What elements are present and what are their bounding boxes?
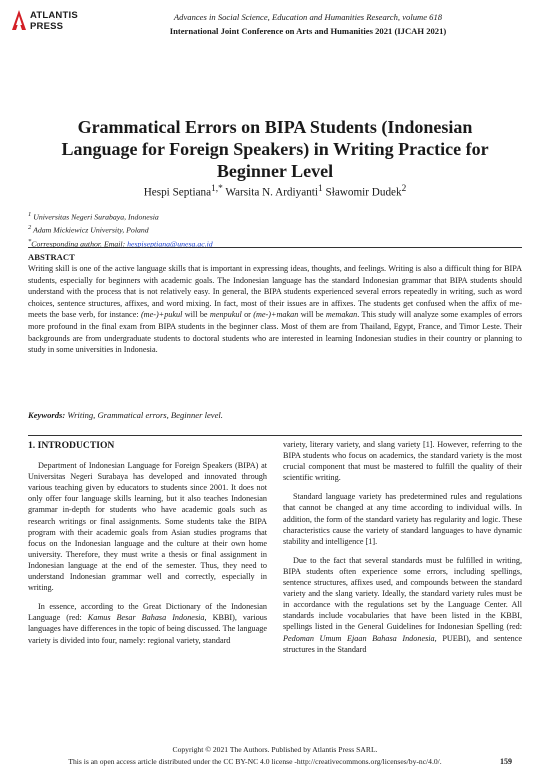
page-number: 159 bbox=[500, 757, 512, 766]
body-paragraph: Due to the fact that several standards must be fulfilled in writing, BIPA students often experience some errors, including spellings, sentence structures, affixes used, and compounds between the standard variety and the slang variety. Ideally, the standard variety rules must be in accordance with the regulations set by the Language Center. All standards include vocabularies that have been listed in the KBBI, spellings listed in the General Guidelines for Indonesian Spelling (red: Pedoman Umum Ejaan Bahasa Indonesia, PUEBI), and sentence structures in the Standard bbox=[283, 555, 522, 654]
logo-wordmark bbox=[30, 10, 78, 32]
author-affiliation-mark: 1,* bbox=[211, 184, 223, 194]
logo-line-1: ATLANTIS bbox=[30, 10, 78, 21]
logo-line-2: PRESS bbox=[30, 21, 64, 32]
body-paragraph: variety, literary variety, and slang variety [1]. However, referring to the BIPA students who focus on academics, the standard variety is the most crucial component that must be mastered to fulfill the quality of their scientific writing. bbox=[283, 440, 522, 483]
affiliation-2: $^2$ Adam Mickiewicz University, Poland bbox=[28, 224, 149, 235]
affiliations bbox=[28, 210, 213, 250]
author-name: Sławomir Dudek bbox=[325, 186, 402, 199]
license-line[interactable]: This is an open access article distributed under the CC BY-NC 4.0 license -http://creativecommons.org/licenses/by-nc/4.0/. bbox=[68, 757, 442, 766]
conference-running-head: International Joint Conference on Arts and Humanities 2021 (IJCAH 2021) bbox=[169, 26, 447, 36]
section-heading: 1. INTRODUCTION bbox=[28, 440, 115, 451]
atlantis-press-logo bbox=[12, 8, 82, 34]
keywords-label: Keywords: bbox=[28, 410, 66, 420]
copyright-line: Copyright © 2021 The Authors. Published by Atlantis Press SARL. bbox=[172, 745, 378, 754]
keywords bbox=[28, 410, 223, 420]
corresponding-author: *Corresponding author. Email: hespiseptiana@unesa.ac.id bbox=[28, 237, 213, 249]
body-column-left bbox=[28, 436, 267, 646]
abstract-text: Writing skill is one of the active language skills that is important in expressing ideas, thoughts, and feelings. Writing is also a difficult thing for BIPA students, especially for beginners with academic goals. The Indonesian language has the standard Indonesian grammar that BIPA students should understand with the process that is not relatively easy. In general, the BIPA students experienced several errors repeatedly in writing, such as word choices, sentence structures, affixes, and word mixing. In fact, most of their issues are in affixes. The students get confused when the affix of me-meets the base verb, for instance: (me-)+pukul will be menpukul or (me-)+makan will be memakan. This study will analyze some examples of errors more profound in the final exam from BIPA students in the beginner class. Most of them are from Thailand, Egypt, France, and Timor Leste. Their backgrounds are from undergraduate students to doctoral students who are interested in learning Indonesian studies in their country or planning to study in some universities in Indonesia. bbox=[28, 264, 523, 355]
affiliation-1: $^1$ Universitas Negeri Surabaya, Indonesia bbox=[28, 211, 159, 222]
body-paragraph: Standard language variety has predetermined rules and regulations that cannot be changed at any time according to individual wills. In addition, the form of the standard variety has regularity and logic. These characteristics cause the variety of standard languages to have dynamic stability and intelligence [1]. bbox=[283, 492, 522, 546]
author-name: Warsita N. Ardiyanti bbox=[225, 186, 319, 199]
journal-running-head: Advances in Social Science, Education and Humanities Research, volume 618 bbox=[173, 12, 443, 22]
author-name: Hespi Septiana bbox=[143, 186, 212, 199]
keywords-text: Writing, Grammatical errors, Beginner level. bbox=[65, 410, 223, 420]
abstract-example: menpukul bbox=[209, 310, 242, 320]
abstract-top-rule bbox=[28, 247, 522, 248]
abstract-example: memakan bbox=[325, 310, 358, 320]
abstract-heading: ABSTRACT bbox=[28, 252, 75, 262]
author-affiliation-mark: 1 bbox=[318, 184, 323, 194]
corresponding-email-link[interactable]: hespiseptiana@unesa.ac.id bbox=[127, 239, 213, 249]
abstract-example: (me-)+makan bbox=[253, 310, 299, 320]
abstract-example: (me-)+pukul bbox=[140, 310, 183, 320]
author-list bbox=[40, 184, 510, 199]
author-affiliation-mark: 2 bbox=[401, 184, 407, 194]
body-paragraph: Department of Indonesian Language for Foreign Speakers (BIPA) at Universitas Negeri Surabaya has developed and innovated through various teaching given by educators to students since 2001. It does not only offer four language skills learning, but it also teaches Indonesian grammar in-depth for students who have academic goals such as research writings or final assignments. Some students take the BIPA program with their academic goals from Asian studies programs that focus on the Indonesian language and the culture at their own home university. Therefore, they must write a thesis or final assignment in Indonesian language at the end of the semester. Thus, they need to understand Indonesian grammar well and correctly, especially in writing. bbox=[28, 461, 267, 593]
paper-title: Grammatical Errors on BIPA Students (Indonesian Language for Foreign Speakers) in Writing Practice for Beginner Level bbox=[61, 117, 489, 181]
body-paragraph: In essence, according to the Great Dictionary of the Indonesian Language (red: Kamus Besar Bahasa Indonesia, KBBI), various languages have differences in the topic of being discussed. The language variety is divided into four, namely: regional variety, standard bbox=[28, 602, 268, 645]
body-column-right bbox=[283, 439, 522, 655]
atlantis-logo-icon bbox=[12, 10, 26, 30]
